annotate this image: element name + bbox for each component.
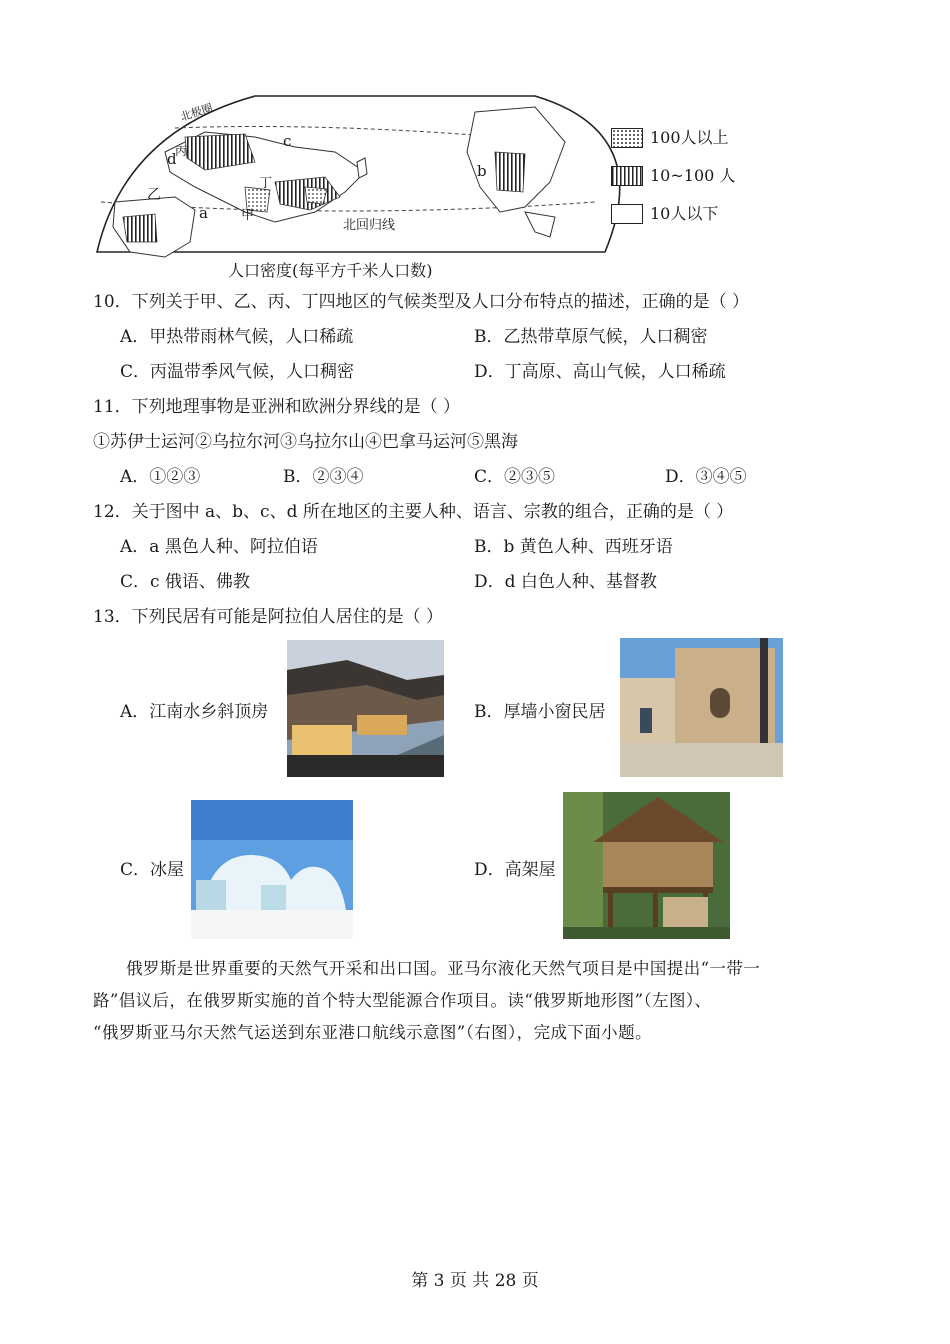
question-13-option-d: D．高架屋 [474,860,556,880]
passage-line-1: 俄罗斯是世界重要的天然气开采和出口国。亚马尔液化天然气项目是中国提出“一带一 [126,959,761,978]
question-11-option-a: A．①②③ [120,467,201,487]
question-11-items: ①苏伊士运河②乌拉尔河③乌拉尔山④巴拿马运河⑤黑海 [93,432,518,452]
map-label-ding: 丁 [259,176,273,191]
question-13-option-b: B．厚墙小窗民居 [474,702,606,722]
passage-line-3: “俄罗斯亚马尔天然气运送到东亚港口航线示意图”（右图），完成下面小题。 [93,1023,652,1042]
question-10-option-b: B．乙热带草原气候，人口稠密 [474,327,708,347]
legend-swatch-high [611,128,643,148]
question-12-stem: 12．关于图中 a、b、c、d 所在地区的主要人种、语言、宗教的组合，正确的是（ ） [93,502,734,522]
map-label-a: a [199,204,208,222]
map-label-d: d [167,150,177,168]
legend-label-medium: 10~100 人 [650,166,736,185]
page-footer: 第 3 页 共 28 页 [411,1271,539,1291]
map-label-c: c [283,132,292,150]
question-13-option-c: C．冰屋 [120,860,185,880]
question-12-option-d: D．d 白色人种、基督教 [474,572,657,592]
legend-swatch-low [611,204,643,224]
thick-wall-house-photo [620,638,783,777]
arctic-circle-label: 北极圈 [178,101,215,124]
question-10-stem: 10．下列关于甲、乙、丙、丁四地区的气候类型及人口分布特点的描述，正确的是（ ） [93,292,750,312]
question-12-option-a: A．a 黑色人种、阿拉伯语 [120,537,318,557]
map-label-b: b [477,162,487,180]
tropic-of-cancer-label: 北回归线 [343,218,396,233]
question-12-option-c: C．c 俄语、佛教 [120,572,250,592]
question-11-option-b: B．②③④ [283,467,364,487]
stilt-house-photo [563,792,730,939]
map-label-bing: 丙 [175,144,188,158]
legend-swatch-medium [611,166,643,186]
question-11-option-c: C．②③⑤ [474,467,556,487]
legend-label-low: 10人以下 [650,204,719,223]
question-11-stem: 11．下列地理事物是亚洲和欧洲分界线的是（ ） [93,397,461,417]
jiangnan-house-photo [287,640,444,777]
legend-label-high: 100人以上 [650,128,729,147]
passage-line-2: 路”倡议后，在俄罗斯实施的首个特大型能源合作项目。读“俄罗斯地形图”（左图）、 [93,991,712,1010]
question-13-stem: 13．下列民居有可能是阿拉伯人居住的是（ ） [93,607,444,627]
question-10-option-c: C．丙温带季风气候，人口稠密 [120,362,355,382]
question-11-option-d: D．③④⑤ [665,467,747,487]
map-title: 人口密度(每平方千米人口数) [228,261,433,280]
question-13-option-a: A．江南水乡斜顶房 [120,702,269,722]
map-label-yi: 乙 [147,187,161,203]
igloo-photo [191,800,353,939]
question-10-option-d: D．丁高原、高山气候，人口稀疏 [474,362,726,382]
question-12-option-b: B．b 黄色人种、西班牙语 [474,537,673,557]
map-label-jia: 甲 [241,208,255,223]
question-10-option-a: A．甲热带雨林气候，人口稀疏 [120,327,354,347]
